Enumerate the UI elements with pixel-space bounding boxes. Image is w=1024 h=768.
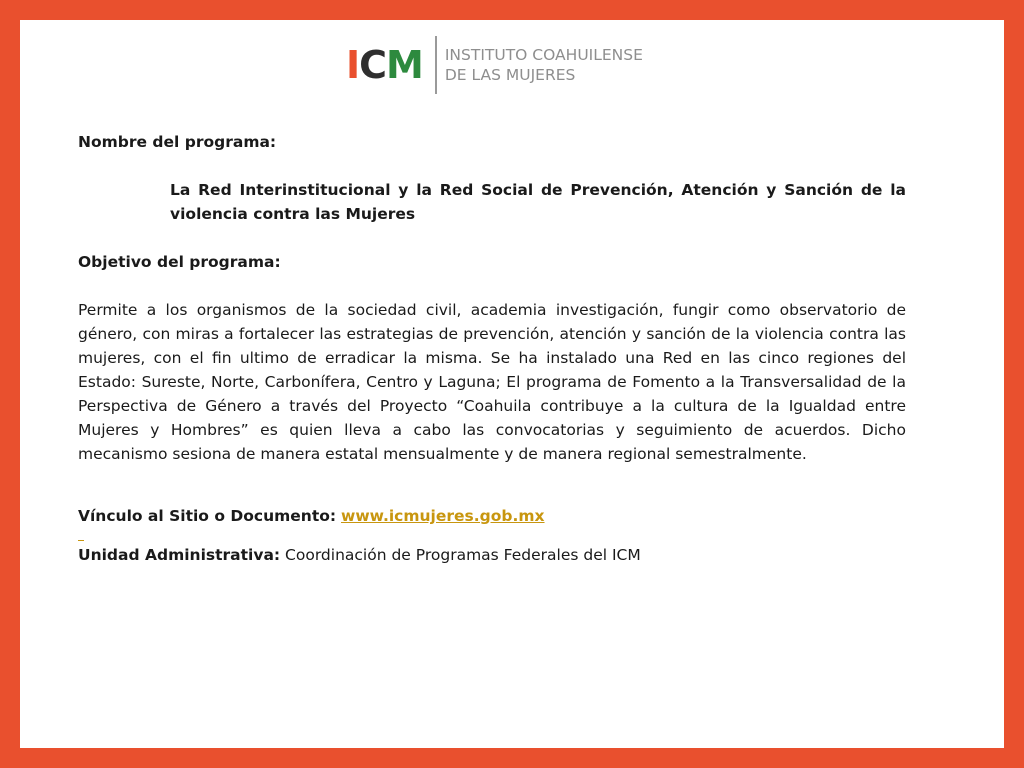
logo-text (445, 45, 643, 85)
website-link[interactable]: www.icmujeres.gob.mx (341, 507, 545, 525)
icm-logo (346, 36, 643, 94)
logo-divider (435, 36, 437, 94)
link-label: Vínculo al Sitio o Documento: (78, 507, 337, 525)
objective-label: Objetivo del programa: (78, 253, 281, 271)
objective-text: Permite a los organismos de la sociedad civil, academia investigación, fungir como observatorio de género, con miras a fortalecer las estrategias de prevención, atención y sanción de la violencia contra las mujeres, con el fin ultimo de erradicar la misma. Se ha instalado una Red en las cinco regiones del Estado: Sureste, Norte, Carbonífera, Centro y Laguna; El programa de Fomento a la Transversalidad de la Perspectiva de Género a través del Proyecto “Coahuila contribuye a la cultura de la Igualdad entre Mujeres y Hombres” es quien lleva a cabo las convocatorias y seguimiento de acuerdos. Dicho mecanismo sesiona de manera estatal mensualmente y de manera regional semestralmente. (78, 301, 906, 463)
logo-letter-i: I (346, 43, 360, 87)
logo-letter-c: C (359, 43, 387, 87)
underline-mark (78, 540, 84, 541)
icm-logo-mark (346, 43, 423, 87)
program-name-label: Nombre del programa: (78, 133, 277, 151)
unit-value: Coordinación de Programas Federales del ICM (285, 546, 641, 564)
slide-page (20, 20, 1004, 748)
logo-line-1: INSTITUTO COAHUILENSE (444, 46, 643, 64)
unit-line (78, 543, 906, 567)
link-line (78, 504, 906, 528)
logo-line-2: DE LAS MUJERES (444, 66, 576, 84)
document-body (78, 130, 906, 567)
unit-label: Unidad Administrativa: (78, 546, 281, 564)
program-name: La Red Interinstitucional y la Red Social de Prevención, Atención y Sanción de la violencia contra las Mujeres (170, 181, 906, 223)
logo-letter-m: M (386, 43, 423, 87)
